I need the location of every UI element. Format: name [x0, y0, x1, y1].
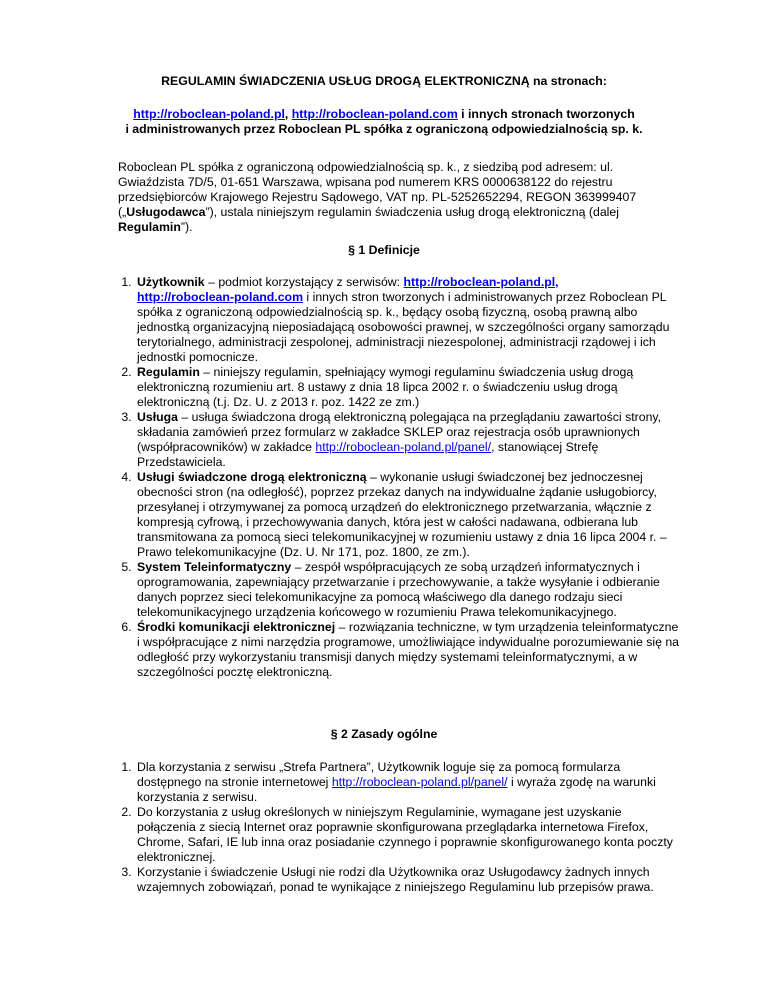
- item-text-2: i wyraża zgodę na warunki korzystania z serwisu.: [137, 775, 656, 804]
- link-roboclean-pl[interactable]: http://roboclean-poland.pl,: [403, 275, 559, 289]
- list-item: [135, 865, 683, 895]
- document-subtitle: [0, 107, 768, 137]
- link-panel[interactable]: http://roboclean-poland.pl/panel/: [315, 440, 492, 454]
- section-heading-definicje: § 1 Definicje: [348, 243, 420, 257]
- intro-text: Roboclean PL spółka z ograniczoną odpowiedzialnością sp. k., z siedzibą pod adresem: ul. Gwiaździsta 7D/5, 01-651 Warszawa, wpisana pod numerem KRS 0000638122 do rejestru przedsiębiorców Krajowego Rejestru Sądowego, VAT np. PL-5252652294, REGON 363999407 („: [118, 160, 637, 219]
- definitions-list: [118, 275, 683, 680]
- intro-term-usługodawca: Usługodawca: [126, 205, 206, 219]
- term-uslugi-elektroniczne: Usługi świadczone drogą elektroniczną: [137, 470, 367, 484]
- item-text-2: i innych stron tworzonych i administrowanych przez Roboclean PL spółka z ograniczoną odpowiedzialnością sp. k., będący osobą fizyczną, osobą prawną albo jednostką organizacyjną nieposiadającą osobowości prawnej, w szczególności organy samorządu terytorialnego, administracji zespolonej, administracji niezespolonej, administracji rządowej i ich jednostki pomocnicze.: [137, 290, 670, 364]
- subtitle-separator: ,: [284, 107, 292, 121]
- item-text: – wykonanie usługi świadczonej bez jednoczesnej obecności stron (na odległość), poprzez przekaz danych na indywidualne żądanie usługobiorcy, przesyłanej i otrzymywanej za pomocą urządzeń do elektronicznego przetwarzania, włącznie z kompresją cyfrową, i przechowywania danych, która jest w całości nadawana, odbierana lub transmitowana za pomocą sieci telekomunikacyjnej w rozumieniu ustawy z dnia 16 lipca 2004 r. – Prawo telekomunikacyjne (Dz. U. Nr 171, poz. 1800, ze zm.).: [137, 470, 667, 559]
- term-uzytkownik: Użytkownik: [137, 275, 205, 289]
- list-item: [135, 620, 683, 680]
- item-text: Dla korzystania z serwisu „Strefa Partnera”, Użytkownik loguje się za pomocą formularza dostępnego na stronie internetowej: [137, 760, 621, 789]
- term-regulamin: Regulamin: [137, 365, 200, 379]
- list-item: [135, 760, 683, 805]
- list-item: [135, 410, 683, 470]
- item-text: – zespół współpracujących ze sobą urządzeń informatycznych i oprogramowania, zapewniający przetwarzanie i przechowywanie, a także wysyłanie i odbieranie danych poprzez sieci telekomunikacyjne za pomocą właściwego dla danego rodzaju sieci telekomunikacyjnego urządzenia końcowego w rozumieniu Prawa telekomunikacyjnego.: [137, 560, 660, 619]
- subtitle-text-2: i administrowanych przez Roboclean PL spółka z ograniczoną odpowiedzialnością sp. k.: [125, 122, 643, 136]
- list-item: [135, 470, 683, 560]
- item-text: Do korzystania z usług określonych w niniejszym Regulaminie, wymagane jest uzyskanie połączenia z siecią Internet oraz poprawnie skonfigurowana przeglądarka internetowa Firefox, Chrome, Safari, IE lub inna oraz posiadanie czynnego i poprawnie skonfigurowanego konta poczty elektronicznej.: [137, 805, 673, 864]
- item-text: – podmiot korzystający z serwisów:: [204, 275, 404, 289]
- intro-paragraph: [118, 160, 658, 235]
- list-item: [135, 560, 683, 620]
- link-roboclean-com[interactable]: http://roboclean-poland.com: [137, 290, 304, 304]
- item-text: – usługa świadczona drogą elektroniczną polegająca na przeglądaniu zawartości strony, składania zamówień przez formularz w zakładce SKLEP oraz rejestracja osób uprawnionych (współpracowników) w zakładce: [137, 410, 662, 454]
- link-roboclean-com[interactable]: http://roboclean-poland.com: [291, 107, 458, 121]
- link-roboclean-pl[interactable]: http://roboclean-poland.pl: [133, 107, 285, 121]
- section-heading-zasady: § 2 Zasady ogólne: [330, 727, 438, 741]
- item-text: Korzystanie i świadczenie Usługi nie rodzi dla Użytkownika oraz Usługodawcy żadnych innych wzajemnych zobowiązań, ponad te wynikające z niniejszego Regulaminu lub przepisów prawa.: [137, 865, 654, 894]
- list-item: [135, 275, 683, 365]
- rules-list: [118, 760, 683, 895]
- item-text: – rozwiązania techniczne, w tym urządzenia teleinformatyczne i współpracujące z nimi narzędzia programowe, umożliwiające indywidualne porozumiewanie się na odległość przy wykorzystaniu transmisji danych między systemami teleinformatycznymi, a w szczególności pocztę elektroniczną.: [137, 620, 680, 679]
- document-title: REGULAMIN ŚWIADCZENIA USŁUG DROGĄ ELEKTRONICZNĄ na stronach:: [161, 74, 607, 88]
- intro-text-3: ”).: [180, 220, 193, 234]
- term-srodki-komunikacji: Środki komunikacji elektronicznej: [137, 620, 336, 634]
- link-panel[interactable]: http://roboclean-poland.pl/panel/: [331, 775, 508, 789]
- list-item: [135, 805, 683, 865]
- item-text-2: , stanowiącej Strefę Przedstawiciela.: [137, 440, 599, 469]
- term-system-teleinformatyczny: System Teleinformatyczny: [137, 560, 292, 574]
- item-text: – niniejszy regulamin, spełniający wymogi regulaminu świadczenia usług drogą elektroniczną rozumieniu art. 8 ustawy z dnia 18 lipca 2002 r. o świadczeniu usług drogą elektroniczną (t.j. Dz. U. z 2013 r. poz. 1422 ze zm.): [137, 365, 634, 409]
- intro-text-2: ”), ustala niniejszym regulamin świadczenia usług drogą elektroniczną (dalej: [205, 205, 619, 219]
- term-usluga: Usługa: [137, 410, 178, 424]
- subtitle-text: i innych stronach tworzonych: [457, 107, 635, 121]
- list-item: [135, 365, 683, 410]
- intro-term-regulamin: Regulamin: [118, 220, 181, 234]
